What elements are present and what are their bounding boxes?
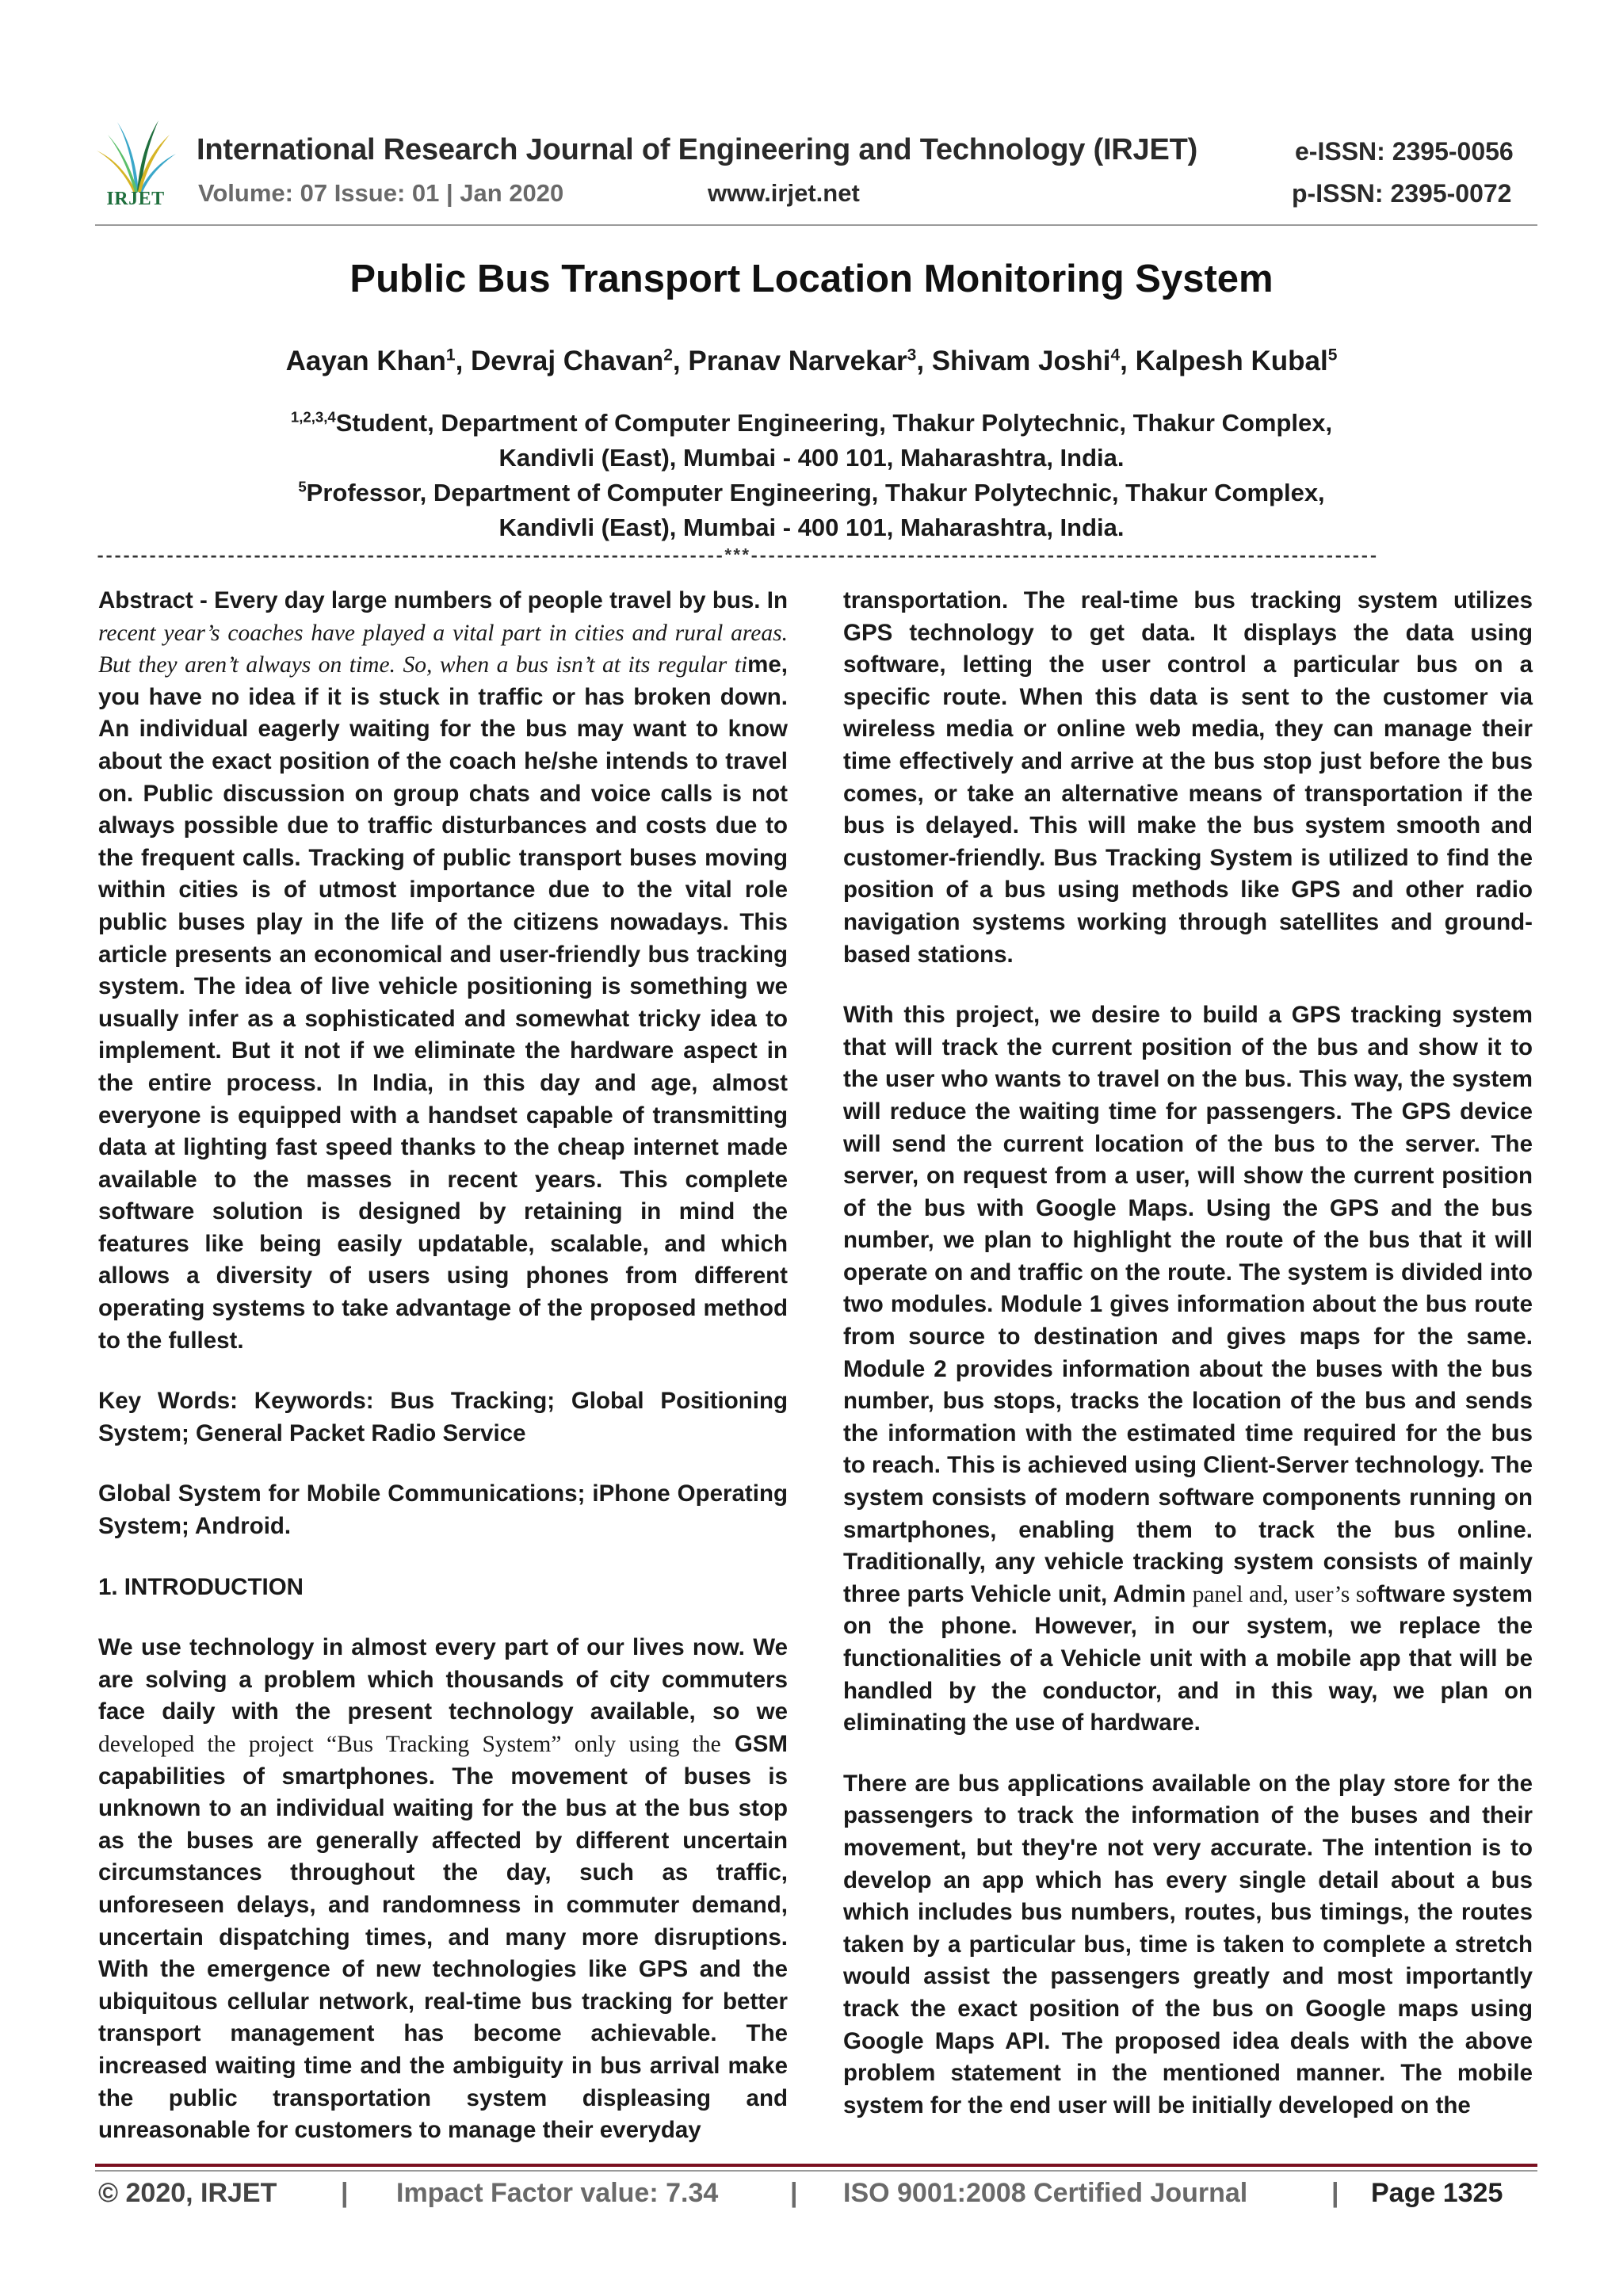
keywords-paragraph bbox=[98, 1385, 788, 1450]
section-separator: ------------------------------------------------------------------------***------------------------------------------------------------------------ bbox=[95, 547, 1377, 567]
author-name: Devraj Chavan bbox=[471, 346, 664, 376]
header-divider bbox=[95, 224, 1537, 226]
author-sup: 1 bbox=[445, 346, 456, 365]
author-name: Aayan Khan bbox=[285, 346, 446, 376]
footer-separator: | bbox=[790, 2178, 798, 2208]
p-issn: p-ISSN: 2395-0072 bbox=[1292, 179, 1512, 208]
intro-text-serif: developed the project “Bus Tracking System” only using the bbox=[98, 1732, 721, 1757]
footer-rule-primary bbox=[95, 2164, 1537, 2167]
body-text-serif: panel and, user’s so bbox=[1192, 1581, 1377, 1607]
affiliation-text: Student, Department of Computer Engineering, Thakur Polytechnic, Thakur Complex, bbox=[335, 409, 1333, 437]
volume-issue: Volume: 07 Issue: 01 | Jan 2020 bbox=[198, 179, 564, 207]
author-name: Shivam Joshi bbox=[931, 346, 1111, 376]
body-paragraph-2 bbox=[843, 999, 1533, 1740]
author-name: Pranav Narvekar bbox=[688, 346, 907, 376]
abstract-body: me, you have no idea if it is stuck in traffic or has broken down. An individual eagerly waiting for the bus may want to know about the exact position of the coach he/she intends to travel on. Public discussion on group chats and voice calls is not always possible due to traffic disturbances and costs due to the frequent calls. Tracking of public transport buses moving within cities is of utmost importance due to the vital role public buses play in the life of the citizens nowadays. This article presents an economical and user-friendly bus tracking system. The idea of live vehicle positioning is something we usually infer as a sophisticated and somewhat tricky idea to implement. But it not if we eliminate the hardware aspect in the entire process. In India, in this day and age, almost everyone is equipped with a handset capable of transmitting data at lighting fast speed thanks to the cheap internet made available to the masses in recent years. This complete software solution is designed by retaining in mind the features like being easily updatable, scalable, and which allows a diversity of users using phones from different operating systems to take advantage of the proposed method to the fullest. bbox=[98, 651, 788, 1354]
logo-wordmark: IRJET bbox=[106, 189, 165, 209]
footer-iso-certification: ISO 9001:2008 Certified Journal bbox=[843, 2178, 1248, 2208]
affiliation-professor-line1 bbox=[0, 479, 1623, 507]
footer-impact-factor: Impact Factor value: 7.34 bbox=[396, 2178, 719, 2208]
logo-leaves-icon bbox=[94, 119, 178, 195]
keywords-label: Key Words: bbox=[98, 1388, 254, 1415]
intro-text-b: GSM capabilities of smartphones. The movement of buses is unknown to an individual waiting for the bus at the bus stop as the buses are generally affected by different uncertain circumstances throughout the day, such as traffic, unforeseen delays, and randomness in commuter demand, uncertain dispatching times, and many more disruptions. With the emergence of new technologies like GPS and the ubiquitous cellular network, real-time bus tracking for better transport management has become achievable. The increased waiting time and the ambiguity in bus arrival make the public transportation system displeasing and unreasonable for customers to manage their everyday bbox=[98, 1731, 789, 2144]
keywords-line1: Keywords: Bus Tracking; Global Positioning System; General Packet Radio Service bbox=[98, 1388, 788, 1446]
body-text-b: ftware system on the phone. However, in our system, we replace the functionalities of a Vehicle unit with a mobile app that will be handled by the conductor, and in this way, we plan on eliminating the use of hardware. bbox=[843, 1580, 1533, 1736]
author-sup: 2 bbox=[663, 346, 673, 365]
section-heading-introduction: 1. INTRODUCTION bbox=[98, 1573, 304, 1600]
affiliation-students-line1 bbox=[0, 409, 1623, 437]
footer-rule-secondary bbox=[95, 2170, 1537, 2172]
e-issn: e-ISSN: 2395-0056 bbox=[1295, 137, 1514, 166]
keywords-paragraph-2: Global System for Mobile Communications; iPhone Operating System; Android. bbox=[98, 1480, 788, 1540]
footer-copyright: © 2020, IRJET bbox=[98, 2178, 277, 2208]
affiliation-professor-line2: Kandivli (East), Mumbai - 400 101, Maharashtra, India. bbox=[498, 514, 1125, 541]
affiliation-sup: 1,2,3,4 bbox=[290, 408, 336, 426]
intro-text-a: We use technology in almost every part of our lives now. We are solving a problem which thousands of city commuters face daily with the present technology available, so we bbox=[98, 1634, 788, 1725]
author-sup: 5 bbox=[1327, 346, 1338, 365]
author-sup: 3 bbox=[907, 346, 917, 365]
left-column bbox=[98, 585, 788, 2176]
abstract-italic: recent year’s coaches have played a vital part in cities and rural areas. But they aren’t always on time. So, when a bus isn’t at its regular ti bbox=[98, 620, 788, 678]
footer-separator: | bbox=[1331, 2178, 1339, 2208]
affiliation-text: Professor, Department of Computer Engineering, Thakur Polytechnic, Thakur Complex, bbox=[306, 479, 1325, 506]
body-paragraph-1: transportation. The real-time bus tracking system utilizes GPS technology to get data. It displays the data using software, letting the user control a particular bus on a specific route. When this data is sent to the customer via wireless media or online web media, they can manage their time effectively and arrive at the bus stop just before the bus comes, or take an alternative means of transportation if the bus is delayed. This will make the bus system smooth and customer-friendly. Bus Tracking System is utilized to find the position of a bus using methods like GPS and other radio navigation systems working through satellites and ground-based stations. bbox=[843, 587, 1533, 968]
right-column bbox=[843, 585, 1533, 2150]
body-text-a: With this project, we desire to build a GPS tracking system that will track the current position of the bus and show it to the user who wants to travel on the bus. This way, the system will reduce the waiting time for passengers. The GPS device will send the current location of the bus to the server. The server, on request from a user, will show the current position of the bus with Google Maps. Using the GPS and the bus number, we plan to highlight the route of the bus that it will operate on and traffic on the route. The system is divided into two modules. Module 1 gives information about the bus route from source to destination and gives maps for the same. Module 2 provides information about the buses with the bus number, bus stops, tracks the location of the bus and sends the information with the estimated time required for the bus to reach. This is achieved using Client-Server technology. The system consists of modern software components running on smartphones, enabling them to track the bus online. Traditionally, any vehicle tracking system consists of mainly three parts Vehicle unit, Admin bbox=[843, 1002, 1533, 1607]
paper-title: Public Bus Transport Location Monitoring System bbox=[349, 258, 1274, 300]
affiliation-sup: 5 bbox=[298, 478, 307, 495]
footer-separator: | bbox=[341, 2178, 349, 2208]
author-name: Kalpesh Kubal bbox=[1135, 346, 1328, 376]
author-sup: 4 bbox=[1110, 346, 1121, 365]
intro-paragraph bbox=[98, 1632, 788, 2147]
affiliation-students-line2: Kandivli (East), Mumbai - 400 101, Maharashtra, India. bbox=[498, 444, 1125, 472]
abstract-lead: Every day large numbers of people travel by bus. In bbox=[214, 587, 788, 613]
abstract-paragraph bbox=[98, 585, 788, 1357]
journal-title: International Research Journal of Engineering and Technology (IRJET) bbox=[197, 133, 1198, 166]
abstract-label: Abstract - bbox=[98, 587, 215, 613]
body-paragraph-3: There are bus applications available on the play store for the passengers to track the information of the buses and their movement, but they're not very accurate. The intention is to develop an app which has every single detail about a bus which includes bus numbers, routes, bus timings, the routes taken by a particular bus, time is taken to complete a stretch would assist the passengers greatly and most importantly track the exact position of the bus on Google maps using Google Maps API. The proposed idea deals with the above problem statement in the mentioned manner. The mobile system for the end user will be initially developed on the bbox=[843, 1770, 1533, 2118]
author-list: Aayan Khan$^1$, Devraj Chavan$^2$, Pranav Narvekar$^3$, Shivam Joshi$^4$, Kalpesh Kubal$^5$ bbox=[285, 346, 1338, 376]
footer-page-number: Page 1325 bbox=[1371, 2178, 1503, 2208]
journal-website: www.irjet.net bbox=[708, 179, 860, 207]
